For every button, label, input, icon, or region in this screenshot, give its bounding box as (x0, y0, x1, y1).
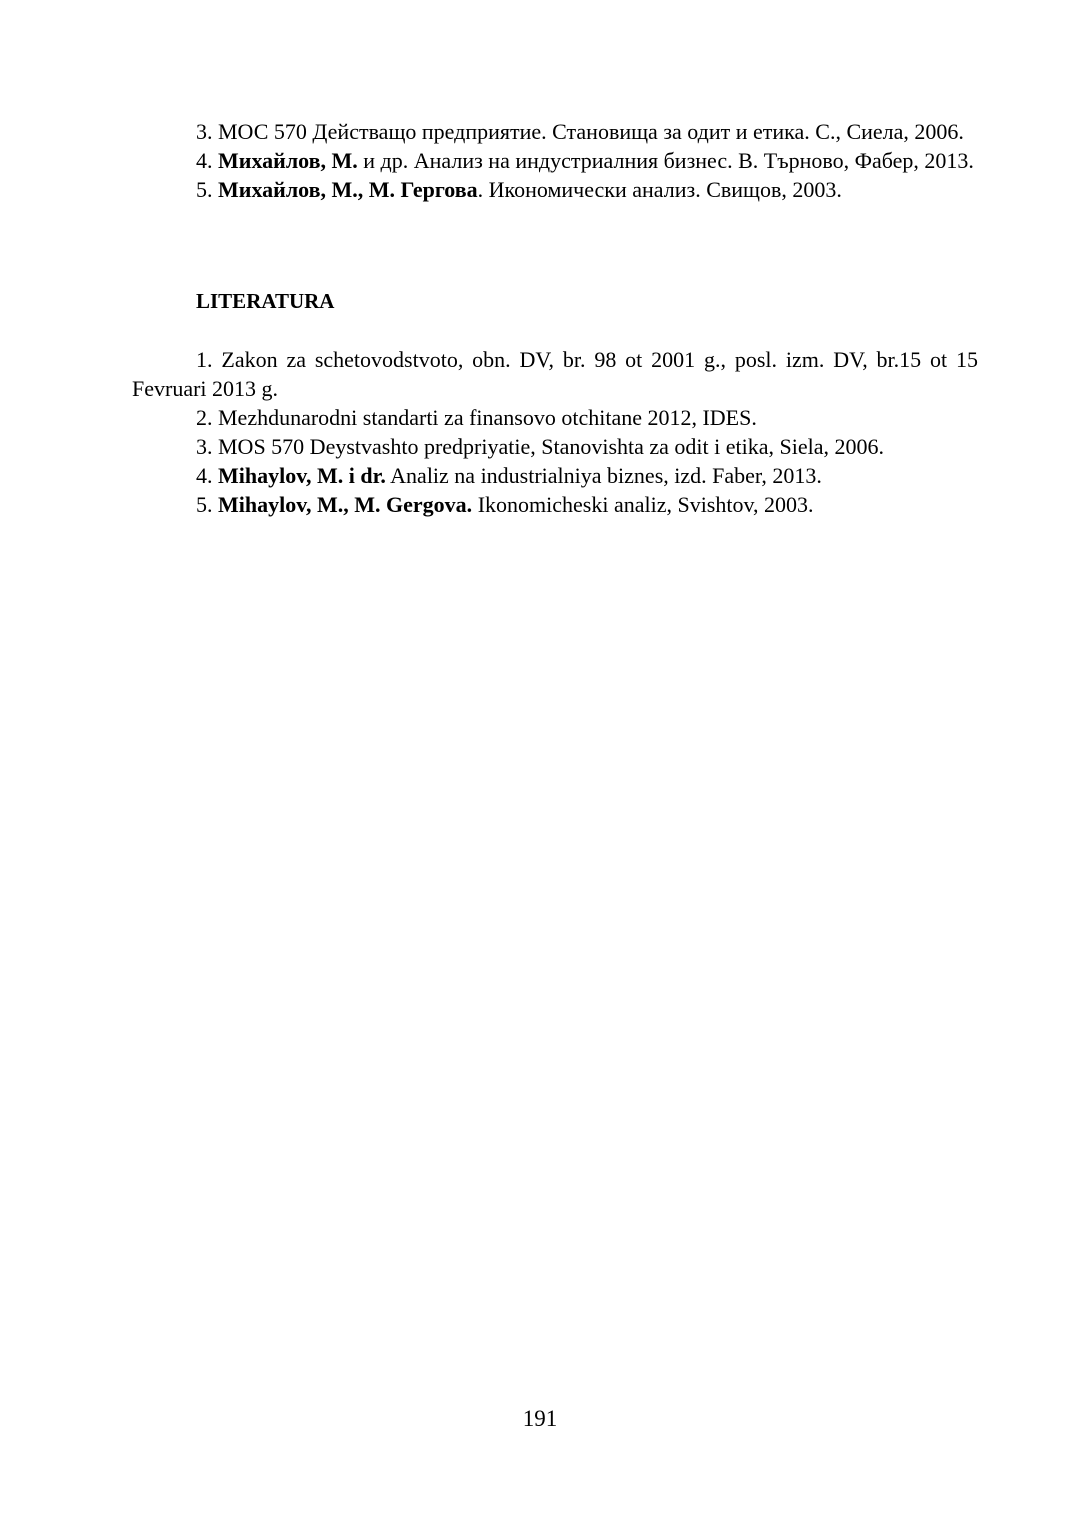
reference-text: и др. Анализ на индустриалния бизнес. В. Търново, Фабер, 2013. (357, 148, 974, 173)
reference-number: 3. (196, 434, 218, 459)
reference-item (132, 432, 978, 461)
reference-number: 5. (196, 177, 218, 202)
reference-item (132, 117, 978, 146)
reference-number: 1. (196, 347, 222, 372)
reference-number: 4. (196, 148, 218, 173)
reference-author: Михайлов, М. (218, 148, 358, 173)
reference-item (132, 461, 978, 490)
reference-number: 2. (196, 405, 218, 430)
reference-author: Mihaylov, M. i dr. (218, 463, 386, 488)
reference-number: 5. (196, 492, 218, 517)
reference-text: МОС 570 Действащо предприятие. Становища за одит и етика. С., Сиела, 2006. (218, 119, 964, 144)
page-number: 191 (522, 1406, 558, 1431)
reference-text: . Икономически анализ. Свищов, 2003. (477, 177, 842, 202)
reference-text: Zakon za schetovodstvoto, obn. DV, br. 98 ot 2001 g., posl. izm. DV, br.15 ot 15 Fevruari 2013 g. (132, 347, 979, 401)
reference-item (132, 403, 978, 432)
reference-number: 4. (196, 463, 218, 488)
reference-text: Ikonomicheski analiz, Svishtov, 2003. (472, 492, 814, 517)
reference-item (132, 175, 978, 204)
reference-author: Михайлов, М., М. Гергова (218, 177, 478, 202)
reference-item (132, 146, 978, 175)
reference-author: Mihaylov, M., M. Gergova. (218, 492, 473, 517)
reference-item (132, 490, 978, 519)
reference-item (132, 345, 978, 403)
reference-text: Mezhdunarodni standarti za finansovo otchitane 2012, IDES. (218, 405, 757, 430)
literatura-heading: LITERATURA (196, 289, 335, 313)
reference-number: 3. (196, 119, 218, 144)
reference-text: MOS 570 Deystvashto predpriyatie, Stanovishta za odit i etika, Siela, 2006. (218, 434, 885, 459)
bibliography-cyrillic (132, 117, 978, 204)
bibliography-latin (132, 345, 978, 519)
reference-text: Analiz na industrialniya biznes, izd. Faber, 2013. (385, 463, 822, 488)
